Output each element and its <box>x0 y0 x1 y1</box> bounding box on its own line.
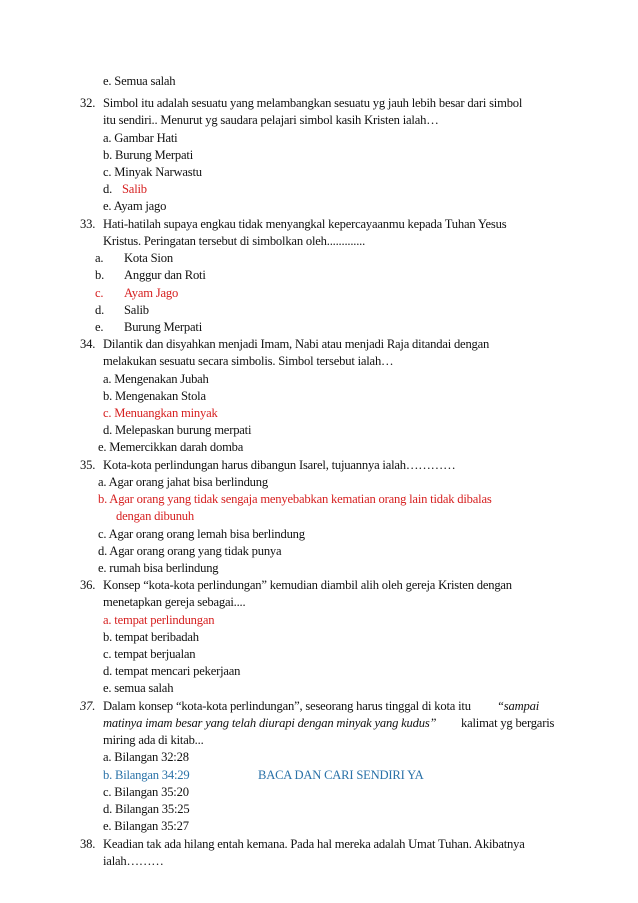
q35-number: 35. <box>80 458 96 472</box>
q36-number: 36. <box>80 578 96 592</box>
q32-option-c: c. Minyak Narwastu <box>103 165 202 179</box>
q37-option-b: b. Bilangan 34:29 <box>103 768 190 782</box>
q34-option-e: e. Memercikkan darah domba <box>98 440 244 454</box>
q32-text-line1: Simbol itu adalah sesuatu yang melambangkan sesuatu yg jauh lebih besar dari simbol <box>103 96 523 110</box>
q36-option-c: c. tempat berjualan <box>103 647 196 661</box>
q33-option-c-answer: Ayam Jago <box>124 286 179 300</box>
q37-option-c: c. Bilangan 35:20 <box>103 785 189 799</box>
q33-option-d-text: Salib <box>124 303 149 317</box>
q35-option-a: a. Agar orang jahat bisa berlindung <box>98 475 268 489</box>
q32-option-e: e. Ayam jago <box>103 199 167 213</box>
q33-option-e-text: Burung Merpati <box>124 320 202 334</box>
q38-text-line2: ialah……… <box>103 854 164 868</box>
q35-option-b-answer-line2: dengan dibunuh <box>116 509 194 523</box>
q36-option-b: b. tempat beribadah <box>103 630 199 644</box>
q33-number: 33. <box>80 217 96 231</box>
q32-option-d-answer: Salib <box>122 182 147 196</box>
q37-option-e: e. Bilangan 35:27 <box>103 819 189 833</box>
q34-text-line1: Dilantik dan disyahkan menjadi Imam, Nabi atau menjadi Raja ditandai dengan <box>103 337 490 351</box>
q35-option-c: c. Agar orang orang lemah bisa berlindung <box>98 527 305 541</box>
option-e-prev: e. Semua salah <box>103 74 176 88</box>
q37-text-line2: kalimat yg bergaris <box>461 716 555 730</box>
q38-number: 38. <box>80 837 96 851</box>
q34-option-a: a. Mengenakan Jubah <box>103 372 209 386</box>
q33-option-a-letter: a. <box>95 251 104 265</box>
q35-option-b-answer-line1: b. Agar orang yang tidak sengaja menyebabkan kematian orang lain tidak dibalas <box>98 492 492 506</box>
q36-option-e: e. semua salah <box>103 681 174 695</box>
q33-option-e-letter: e. <box>95 320 104 334</box>
q37-option-d: d. Bilangan 35:25 <box>103 802 190 816</box>
q37-number: 37. <box>80 699 96 713</box>
q34-option-c-answer: c. Menuangkan minyak <box>103 406 218 420</box>
q34-option-b: b. Mengenakan Stola <box>103 389 206 403</box>
q37-note: BACA DAN CARI SENDIRI YA <box>258 768 424 782</box>
q32-option-a: a. Gambar Hati <box>103 131 178 145</box>
q33-text-line1: Hati-hatilah supaya engkau tidak menyangkal kepercayaanmu kepada Tuhan Yesus <box>103 217 507 231</box>
q33-option-b-text: Anggur dan Roti <box>124 268 206 282</box>
q37-text-line2-italic: matinya imam besar yang telah diurapi dengan minyak yang kudus” <box>103 716 437 730</box>
q37-text-line1: Dalam konsep “kota-kota perlindungan”, seseorang harus tinggal di kota itu <box>103 699 471 713</box>
q36-option-a-answer: a. tempat perlindungan <box>103 613 215 627</box>
q32-option-d-letter: d. <box>103 182 113 196</box>
q35-option-e: e. rumah bisa berlindung <box>98 561 219 575</box>
q34-number: 34. <box>80 337 96 351</box>
q33-option-d-letter: d. <box>95 303 105 317</box>
q36-option-d: d. tempat mencari pekerjaan <box>103 664 241 678</box>
q36-text-line2: menetapkan gereja sebagai.... <box>103 595 246 609</box>
q35-option-d: d. Agar orang orang yang tidak punya <box>98 544 282 558</box>
q37-text-line1-italic: “sampai <box>497 699 539 713</box>
q33-text-line2: Kristus. Peringatan tersebut di simbolkan oleh............. <box>103 234 366 248</box>
q33-option-a-text: Kota Sion <box>124 251 173 265</box>
q36-text-line1: Konsep “kota-kota perlindungan” kemudian diambil alih oleh gereja Kristen dengan <box>103 578 512 592</box>
q37-text-line3: miring ada di kitab... <box>103 733 204 747</box>
q34-text-line2: melakukan sesuatu secara simbolis. Simbol tersebut ialah… <box>103 354 394 368</box>
q33-option-c-letter: c. <box>95 286 104 300</box>
q38-text-line1: Keadian tak ada hilang entah kemana. Pada hal mereka adalah Umat Tuhan. Akibatnya <box>103 837 525 851</box>
q34-option-d: d. Melepaskan burung merpati <box>103 423 252 437</box>
q37-option-a: a. Bilangan 32:28 <box>103 750 189 764</box>
q32-number: 32. <box>80 96 96 110</box>
q33-option-b-letter: b. <box>95 268 105 282</box>
q32-text-line2: itu sendiri.. Menurut yg saudara pelajari simbol kasih Kristen ialah… <box>103 113 439 127</box>
q35-text-line1: Kota-kota perlindungan harus dibangun Isarel, tujuannya ialah………… <box>103 458 456 472</box>
q32-option-b: b. Burung Merpati <box>103 148 193 162</box>
